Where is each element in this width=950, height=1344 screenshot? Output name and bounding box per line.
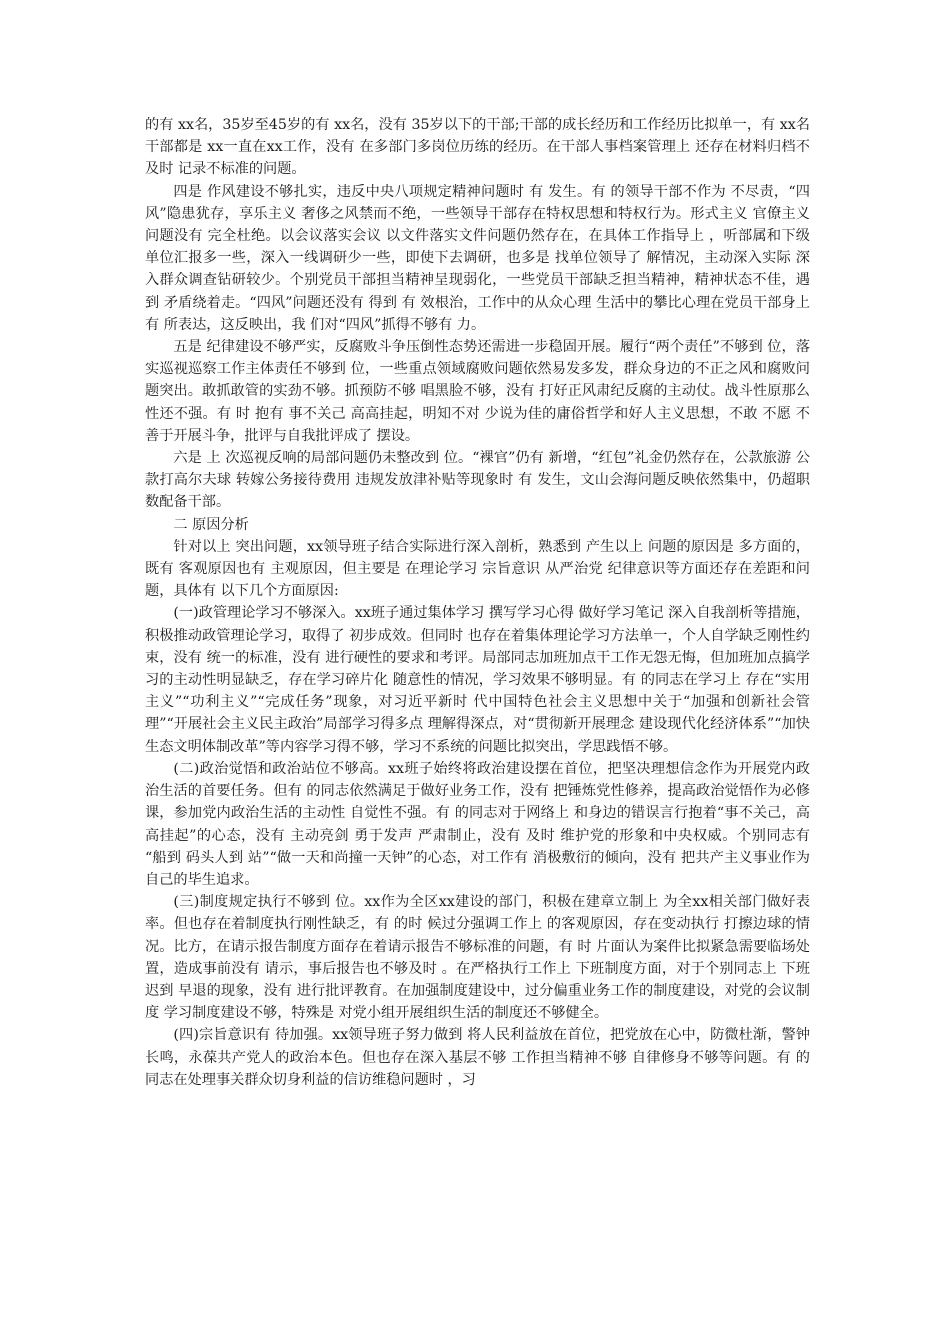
- paragraph-inspection-feedback: 六是 上 次巡视反响的局部问题仍未整改到 位。“裸官”仍有 新增，“红包”礼金仍然存在，公款旅游 公款打高尔夫球 转嫁公务接待费用 违规发放津补贴等现象时 有 发生，文山会海问题反映依然集中，仍超职数配备干部。: [145, 450, 810, 511]
- paragraph-discipline: 五是 纪律建设不够严实，反腐败斗争压倒性态势还需进一步稳固开展。履行“两个责任”不够到 位，落实巡视巡察工作主体责任不够到 位，一些重点领域腐败问题依然易发多发，群众身边的不正之风和腐败问题突出。敢抓敢管的实劲不够。抓预防不够 唱黑脸不够，没有 打好正风肃纪反腐的主动仗。战斗性原那么性还不强。有 时 抱有 事不关己 高高挂起，明知不对 少说为佳的庸俗哲学和好人主义思想，不敢 不愿 不善于开展斗争，批评与自我批评成了 摆设。: [145, 339, 810, 444]
- paragraph-purpose-awareness: (四)宗旨意识有 待加强。xx领导班子努力做到 将人民利益放在首位，把党放在心中，防微杜渐，警钟长鸣，永葆共产党人的政治本色。但也存在深入基层不够 工作担当精神不够 自律修身不够等问题。有 的同志在处理事关群众切身利益的信访维稳问题时 ，习: [145, 1027, 810, 1088]
- paragraph-analysis-intro: 针对以上 突出问题，xx领导班子结合实际进行深入剖析，熟悉到 产生以上 问题的原因是 多方面的，既有 客观原因也有 主观原因，但主要是 在理论学习 宗旨意识 从严治党 纪律意识等方面还存在差距和问题，具体有 以下几个方面原因:: [145, 538, 810, 600]
- paragraph-political-awareness: (二)政治觉悟和政治站位不够高。xx班子始终将政治建设摆在首位，把坚决理想信念作为开展党内政治生活的首要任务。但有 的同志依然满足于做好业务工作，没有 把锤炼党性修养，提高政治觉悟作为必修课，参加党内政治生活的主动性 自觉性不强。有 的同志对于网络上 和身边的错误言行抱着“事不关己，高高挂起”的心态，没有 主动亮剑 勇于发声 严肃制止，没有 及时 维护党的形象和中央权威。个别同志有 “船到 码头人到 站”“做一天和尚撞一天钟”的心态，对工作有 消极敷衍的倾向，没有 把共产主义事业作为自己的毕生追求。: [145, 760, 810, 888]
- section-heading-cause-analysis: 二 原因分析: [173, 516, 249, 533]
- document-page: [145, 114, 810, 1091]
- paragraph-theory-study: (一)政管理论学习不够深入。xx班子通过集体学习 撰写学习心得 做好学习笔记 深入自我剖析等措施，积极推动政管理论学习，取得了 初步成效。但同时 也存在着集体理论学习方法单一，个人自学缺乏刚性约束，没有 统一的标准，没有 进行硬性的要求和考评。局部同志加班加点干工作无怨无悔，但加班加点搞学习的主动性明显缺乏，存在学习碎片化 随意性的情况，学习效果不够明显。有 的同志在学习上 存在“实用主义”“功利主义”“完成任务”现象，对习近平新时 代中国特色社会主义思想中关于“加强和创新社会管理”“开展社会主义民主政治”局部学习得多点 理解得深点，对“贯彻新开展理念 建设现代化经济体系”“加快生态文明体制改革”等内容学习得不够，学习不系统的问题比拟突出，学思践悟不够。: [145, 605, 810, 755]
- paragraph-rule-execution: (三)制度规定执行不够到 位。xx作为全区xx建设的部门，积极在建章立制上 为全xx相关部门做好表率。但也存在着制度执行刚性缺乏，有 的时 候过分强调工作上 的客观原因，存在变动执行 打擦边球的情况。比方，在请示报告制度方面存在着请示报告不够标准的问题，有 时 片面认为案件比拟紧急需要临场处置，造成事前没有 请示，事后报告也不够及时 。在严格执行工作上 下班制度方面，对于个别同志上 下班迟到 早退的现象，没有 进行批评教育。在加强制度建设中，过分偏重业务工作的制度建设，对党的会议制度 学习制度建设不够，特殊是 对党小组开展组织生活的制度还不够健全。: [145, 894, 810, 1022]
- paragraph-work-style: 四是 作风建设不够扎实，违反中央八项规定精神问题时 有 发生。有 的领导干部不作为 不尽责，“四风”隐患犹存，享乐主义 奢侈之风禁而不绝，一些领导干部存在特权思想和特权行为。形式主义 官僚主义问题没有 完全杜绝。以会议落实会议 以文件落实文件问题仍然存在，在具体工作指导上 ，听部属和下级单位汇报多一些，深入一线调研少一些，即使下去调研，也多是 找单位领导了 解情况，主动深入实际 深入群众调查钻研较少。个别党员干部担当精神呈现弱化，一些党员干部缺乏担当精神，精神状态不佳，遇到 矛盾绕着走。“四风”问题还没有 得到 有 效根治，工作中的从众心理 生活中的攀比心理在党员干部身上 有 所表达，这反映出，我 们对“四风”抓得不够有 力。: [145, 183, 810, 333]
- paragraph-cadre-profile: 的有 xx名，35岁至45岁的有 xx名，没有 35岁以下的干部;干部的成长经历和工作经历比拟单一，有 xx名干部都是 xx一直在xx工作，没有 在多部门多岗位历练的经历。在干部人事档案管理上 还存在材料归档不及时 记录不标准的问题。: [145, 117, 810, 178]
